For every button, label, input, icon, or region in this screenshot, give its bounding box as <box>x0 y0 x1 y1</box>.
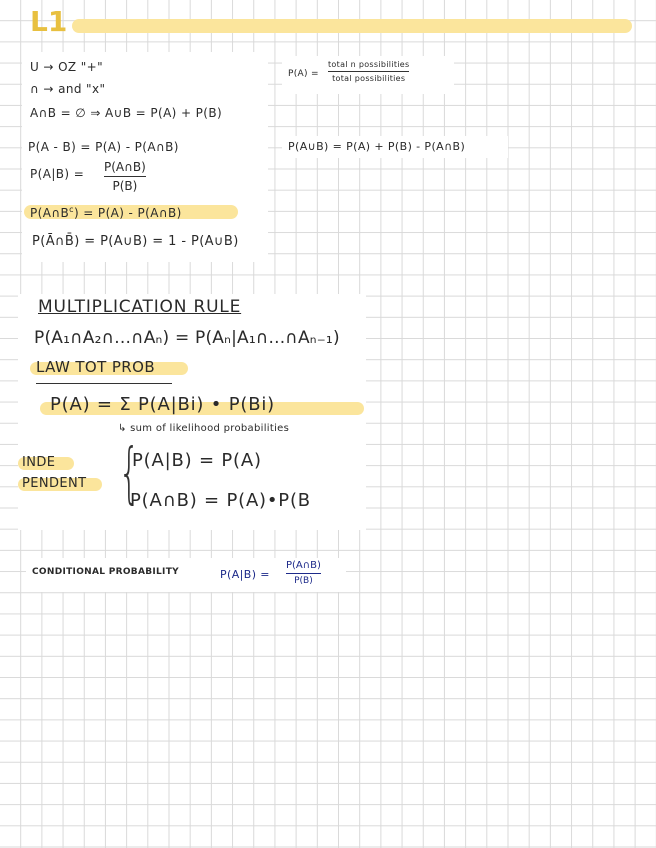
union-formula: P(A∪B) = P(A) + P(B) - P(A∩B) <box>288 140 466 153</box>
conditional-fraction <box>104 160 146 193</box>
conditional-probability-label: CONDITIONAL PROBABILITY <box>32 567 179 577</box>
fraction-line <box>286 573 321 574</box>
disjoint-rule: A∩B = ∅ ⇒ A∪B = P(A) + P(B) <box>30 106 223 120</box>
intersect-and-note: ∩ → and "x" <box>30 82 106 96</box>
conditional-formula-left: P(A|B) = <box>220 568 270 581</box>
page-number: L1 <box>30 5 68 38</box>
law-title-underline <box>36 383 172 384</box>
law-total-probability-formula: P(A) = Σ P(A|Bi) • P(Bi) <box>50 394 275 415</box>
fraction-line <box>328 71 409 72</box>
title-highlight-bar <box>72 19 632 33</box>
independent-formula-2: P(A∩B) = P(A)•P(B <box>130 490 311 511</box>
independent-label-line-2: PENDENT <box>22 476 87 491</box>
fraction-line <box>104 176 146 177</box>
difference-rule: P(A - B) = P(A) - P(A∩B) <box>28 140 179 154</box>
multiplication-rule-title: MULTIPLICATION RULE <box>38 297 242 317</box>
complement-rule: $P(A\cap B^c) = P(A)$ - P(A∩B) <box>30 205 182 220</box>
demorgan-rule: P(Ā∩B̄) = P(A∪B) = 1 - P(A∪B) <box>32 234 239 249</box>
conditional-left: P(A|B) = <box>30 167 85 181</box>
conditional-numerator: P(A∩B) <box>104 160 146 174</box>
probability-numerator: total n possibilities <box>328 60 410 69</box>
independent-label-line-1: INDE <box>22 455 56 470</box>
conditional-formula-denominator: P(B) <box>294 576 313 586</box>
probability-denominator: total possibilities <box>332 74 406 83</box>
conditional-denominator: P(B) <box>112 179 138 193</box>
law-total-probability-title: LAW TOT PROB <box>36 358 156 376</box>
independent-formula-1: P(A|B) = P(A) <box>132 450 262 471</box>
conditional-formula-fraction <box>286 560 321 586</box>
law-note: ↳ sum of likelihood probabilities <box>118 423 290 434</box>
conditional-formula-numerator: P(A∩B) <box>286 560 321 571</box>
probability-left: P(A) = <box>288 69 319 79</box>
probability-fraction <box>328 60 409 83</box>
union-or-note: U → OZ "+" <box>30 60 104 74</box>
multiplication-rule-formula: P(A₁∩A₂∩...∩Aₙ) = P(Aₙ|A₁∩...∩Aₙ₋₁) <box>34 328 340 348</box>
independent-brace: { <box>118 434 140 511</box>
